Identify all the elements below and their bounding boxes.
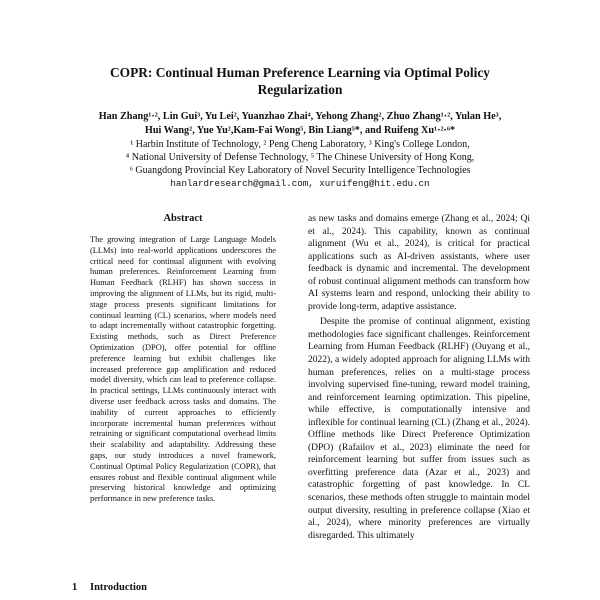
- author-list: [40, 110, 560, 138]
- introduction-heading: [72, 582, 272, 593]
- section-title: Introduction: [90, 582, 147, 593]
- paragraph-challenges: Despite the promise of continual alignment, existing methodologies face significant challenges. Reinforcement Learning from Human Feedback (RLHF) (Ouyang et al., 2022), a widely adopted approach for aligning LLMs with human preferences, relies on a multi-stage process involving supervised fine-tuning, reward model training, and reinforcement learning optimization. This pipeline, while effective, is computationally intensive and inflexible for continual learning (CL) (Zhang et al., 2024). Offline methods like Direct Preference Optimization (DPO) (Rafailov et al., 2023) eliminate the need for reinforcement learning but suffer from issues such as overfitting preference data (Azar et al., 2023) and catastrophic forgetting of past knowledge. In CL scenarios, these methods often struggle to maintain model output diversity, resulting in preference collapse (Xiao et al., 2024), where minority preferences are virtually disregarded. This ultimately: [308, 317, 530, 541]
- abstract-heading: Abstract: [163, 213, 203, 224]
- affiliation-list: [40, 138, 560, 177]
- paragraph-continual-alignment: as new tasks and domains emerge (Zhang et al., 2024; Qi et al., 2024). This capability, known as continual alignment (Wu et al., 2024), is critical for practical applications such as AI-driven assistants, where user feedback is dynamic and incremental. The development of robust continual alignment methods can transform how AI systems learn and respond, unlocking their ability to provide long-term, adaptive assistance.: [308, 214, 530, 312]
- title-line-2: Regularization: [257, 82, 343, 97]
- section-number: 1: [72, 582, 78, 593]
- right-column-text: [308, 213, 530, 542]
- abstract-text: The growing integration of Large Language Models (LLMs) into real-world applications underscores the critical need for continual alignment with evolving human preferences. Reinforcement Learning from Human Feedback (RLHF) has shown success in improving the alignment of LLMs, but its rigid, multi-stage process presents significant limitations for continual learning (CL) scenarios, where models need to adapt incrementally without catastrophic forgetting. Existing methods, such as Direct Preference Optimization (DPO), offer potential for offline preference learning but exhibit challenges like increased preference gap amplification and reduced model diversity, which can lead to preference collapse. In practical settings, LLMs continuously interact with diverse user feedback across tasks and domains. The inability of current approaches to efficiently incorporate incremental human preferences without retraining or significant computational overhead limits their scalability and adaptability. Addressing these gaps, our study introduces a novel framework, Continual Optimal Policy Regularization (COPR), that ensures robust and flexible continual alignment while preserving historical knowledge and optimizing performance in new preference tasks.: [90, 235, 276, 504]
- affiliation-line-3: ⁶ Guangdong Provincial Key Laboratory of Novel Security Intelligence Technologies: [129, 165, 471, 176]
- title-line-1: COPR: Continual Human Preference Learning via Optimal Policy: [110, 65, 490, 80]
- paper-title: [60, 64, 540, 98]
- author-line-1: Han Zhang¹·², Lin Gui³, Yu Lei², Yuanzhao Zhai⁴, Yehong Zhang², Zhuo Zhang¹·², Yulan He³,: [98, 111, 502, 122]
- contact-emails: hanlardresearch@gmail.com, xuruifeng@hit.edu.cn: [170, 178, 430, 189]
- affiliation-line-1: ¹ Harbin Institute of Technology, ² Peng Cheng Laboratory, ³ King's College London,: [130, 139, 470, 150]
- affiliation-line-2: ⁴ National University of Defense Technology, ⁵ The Chinese University of Hong Kong,: [125, 152, 475, 163]
- author-line-2: Hui Wang², Yue Yu²,Kam-Fai Wong⁵, Bin Liang⁵*, and Ruifeng Xu¹·²·⁶*: [144, 125, 456, 136]
